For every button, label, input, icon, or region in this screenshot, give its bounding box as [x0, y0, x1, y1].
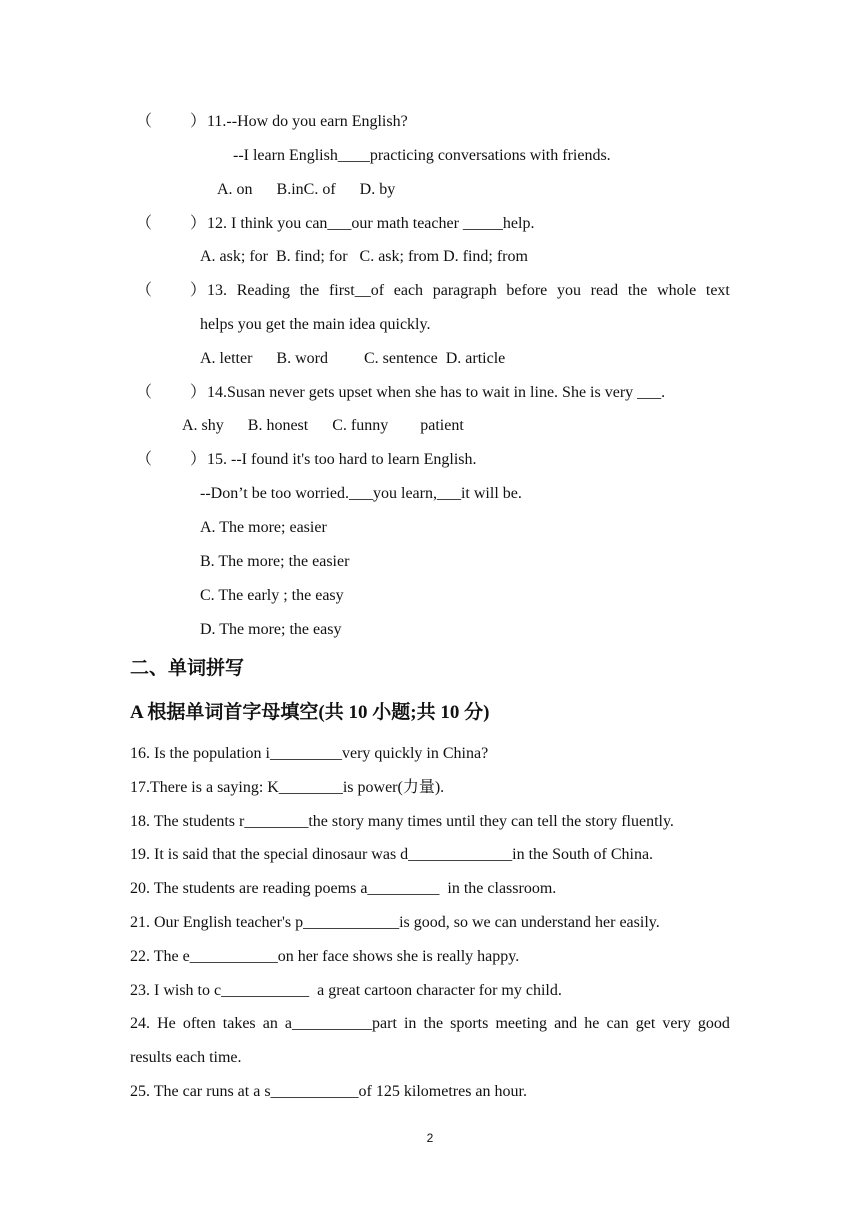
- question-11: 11.--How do you earn English?: [207, 113, 408, 130]
- question-11-options: A. on B.inC. of D. by: [217, 181, 396, 198]
- word: sports: [450, 1015, 489, 1032]
- blank-question-21: 21. Our English teacher's p____________is good, so we can understand her easily.: [130, 914, 660, 931]
- blank-question-24: [130, 1014, 730, 1034]
- answer-paren-open: （: [136, 215, 153, 232]
- word: the: [423, 1015, 444, 1032]
- answer-paren-close: ）: [190, 282, 207, 299]
- answer-paren-close: ）: [190, 384, 207, 401]
- blank-question-22: 22. The e___________on her face shows she is really happy.: [130, 948, 520, 965]
- word: 24.: [130, 1015, 150, 1032]
- word: can: [606, 1015, 629, 1032]
- word: read: [590, 282, 619, 299]
- word: a__________part: [284, 1015, 397, 1032]
- answer-paren-open: （: [136, 451, 153, 468]
- question-13-options: A. letter B. word C. sentence D. article: [200, 350, 506, 367]
- answer-paren-open: （: [136, 113, 153, 130]
- blank-question-18: 18. The students r________the story many times until they can tell the story fluently.: [130, 813, 674, 830]
- word: takes: [222, 1015, 256, 1032]
- word: good: [697, 1015, 730, 1032]
- question-13-continued: helps you get the main idea quickly.: [200, 316, 431, 333]
- word: very: [662, 1015, 691, 1032]
- answer-paren-open: （: [136, 282, 153, 299]
- word: an: [262, 1015, 278, 1032]
- question-15-option-d: D. The more; the easy: [200, 621, 342, 638]
- question-15-option-b: B. The more; the easier: [200, 553, 350, 570]
- blank-question-16: 16. Is the population i_________very quickly in China?: [130, 745, 489, 762]
- blank-question-23: 23. I wish to c___________ a great cartoon character for my child.: [130, 982, 562, 999]
- answer-paren-open: （: [136, 384, 153, 401]
- answer-paren-close: ）: [190, 451, 207, 468]
- word: he: [584, 1015, 600, 1032]
- question-12-options: A. ask; for B. find; for C. ask; from D. find; from: [200, 248, 528, 265]
- question-15: 15. --I found it's too hard to learn English.: [207, 451, 477, 468]
- word: and: [554, 1015, 578, 1032]
- question-15-dialogue: --Don’t be too worried.___you learn,___it will be.: [200, 485, 522, 502]
- answer-paren-close: ）: [190, 113, 207, 130]
- question-14-options: A. shy B. honest C. funny patient: [182, 417, 464, 434]
- blank-question-25: 25. The car runs at a s___________of 125 kilometres an hour.: [130, 1083, 527, 1100]
- section-title: 二、单词拼写: [130, 657, 245, 679]
- word: the: [299, 282, 320, 299]
- page-number: 2: [426, 1131, 434, 1145]
- blank-question-19: 19. It is said that the special dinosaur was d_____________in the South of China.: [130, 846, 654, 863]
- question-14: 14.Susan never gets upset when she has to wait in line. She is very ___.: [207, 384, 666, 401]
- answer-paren-close: ）: [190, 215, 207, 232]
- word: first__of: [328, 282, 385, 299]
- question-12: 12. I think you can___our math teacher _____help.: [207, 215, 535, 232]
- blank-question-20: 20. The students are reading poems a_________ in the classroom.: [130, 880, 557, 897]
- word: often: [182, 1015, 216, 1032]
- word: meeting: [495, 1015, 547, 1032]
- word: you: [556, 282, 581, 299]
- word: He: [157, 1015, 176, 1032]
- word: whole: [657, 282, 697, 299]
- question-15-option-a: A. The more; easier: [200, 519, 327, 536]
- question-15-option-c: C. The early ; the easy: [200, 587, 344, 604]
- blank-question-24-continued: results each time.: [130, 1049, 242, 1066]
- blank-question-17: 17.There is a saying: K________is power(力量).: [130, 779, 445, 796]
- word: before: [506, 282, 548, 299]
- word: Reading: [236, 282, 291, 299]
- word: paragraph: [432, 282, 497, 299]
- word: each: [393, 282, 424, 299]
- section-subtitle: A 根据单词首字母填空(共 10 小题;共 10 分): [130, 702, 490, 723]
- word: get: [635, 1015, 656, 1032]
- word: the: [627, 282, 648, 299]
- word: 13.: [207, 282, 227, 299]
- word: in: [403, 1015, 417, 1032]
- word: text: [705, 282, 730, 299]
- question-11-dialogue: --I learn English____practicing conversations with friends.: [233, 147, 611, 164]
- question-13: [207, 281, 730, 301]
